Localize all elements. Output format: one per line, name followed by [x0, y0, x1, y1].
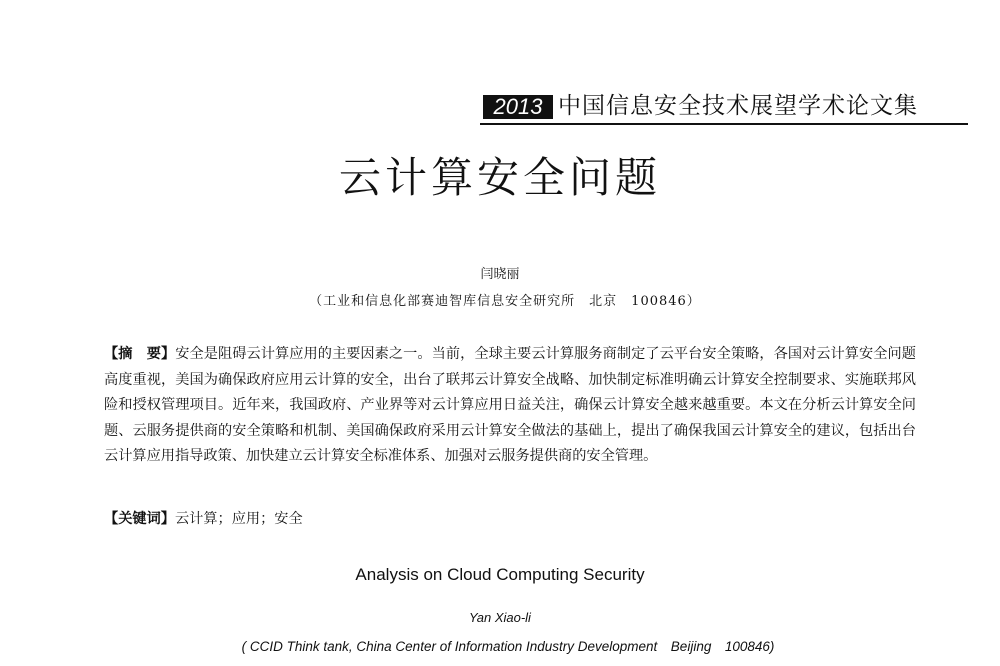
affiliation-cn: （工业和信息化部赛迪智库信息安全研究所 北京 100846）: [309, 294, 701, 309]
keywords: [104, 507, 916, 532]
series-title: 中国信息安全技术展望学术论文集: [558, 93, 918, 119]
paper-title-en: Analysis on Cloud Computing Security: [355, 565, 645, 584]
affiliation-en: ( CCID Think tank, China Center of Information Industry Development Beijing 100846): [241, 639, 775, 654]
abstract-text: 安全是阻碍云计算应用的主要因素之一。当前，全球主要云计算服务商制定了云平台安全策略，各国对云计算安全问题高度重视，美国为确保政府应用云计算的安全，出台了联邦云计算安全战略、加快制定标准明确云计算安全控制要求、实施联邦风险和授权管理项目。近年来，我国政府、产业界等对云计算应用日益关注，确保云计算安全越来越重要。本文在分析云计算安全问题、云服务提供商的安全策略和机制、美国确保政府采用云计算安全做法的基础上，提出了确保我国云计算安全的建议，包括出台云计算应用指导政策、加快建立云计算安全标准体系、加强对云服务提供商的安全管理。: [104, 346, 916, 464]
abstract-label: 【摘 要】: [104, 346, 176, 362]
author-en: Yan Xiao-li: [469, 610, 531, 625]
keywords-text: 云计算；应用；安全: [174, 511, 303, 527]
abstract: [104, 342, 916, 470]
author-cn: 闫晓丽: [480, 267, 520, 282]
keywords-label: 【关键词】: [104, 511, 175, 527]
year-badge: 2013: [483, 95, 553, 119]
paper-title-cn: 云计算安全问题: [338, 153, 661, 202]
